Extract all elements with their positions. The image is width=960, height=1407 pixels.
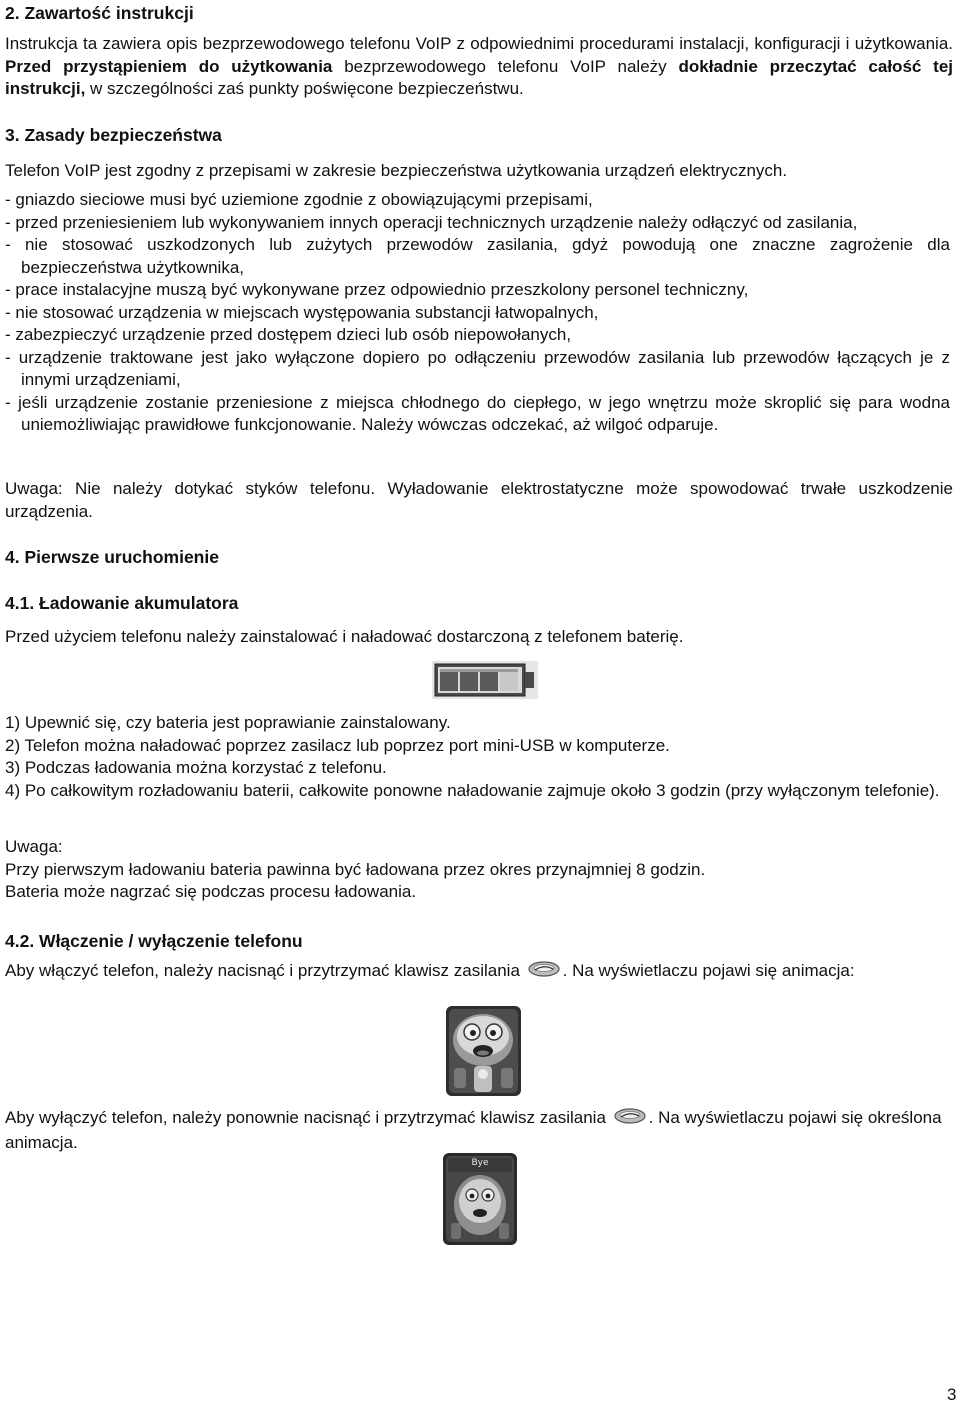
list-item: - zabezpieczyć urządzenie przed dostępem dzieci lub osób niepowołanych, <box>5 325 572 344</box>
power-on-animation-image <box>446 1006 521 1103</box>
note-line: Bateria może nagrzać się podczas procesu ładowania. <box>5 882 417 901</box>
section-4-2-title: 4.2. Włączenie / wyłączenie telefonu <box>5 931 303 951</box>
list-item: 3) Podczas ładowania można korzystać z telefonu. <box>5 758 387 777</box>
list-item: 1) Upewnić się, czy bateria jest poprawianie zainstalowany. <box>5 713 451 732</box>
section-2-body: Instrukcja ta zawiera opis bezprzewodowego telefonu VoIP z odpowiednimi procedurami instalacji, konfiguracji i użytkowania. Przed przystąpieniem do użytkowania bezprzewodowego telefonu VoIP należy dokładnie przeczytać całość tej instrukcji, w szczególności zaś punkty poświęcone bezpieczeństwu. <box>5 34 954 98</box>
power-off-instructions: Aby wyłączyć telefon, należy ponownie nacisnąć i przytrzymać klawisz zasilania . Na wyświetlaczu pojawi się określona animacja. <box>5 1108 942 1152</box>
list-item: 4) Po całkowitym rozładowaniu baterii, całkowite ponowne naładowanie zajmuje około 3 godzin (przy wyłączonym telefonie). <box>5 780 940 800</box>
list-item: - prace instalacyjne muszą być wykonywane przez odpowiednio przeszkolony personel techniczny, <box>5 280 749 299</box>
power-off-animation-image <box>443 1153 517 1245</box>
power-on-instructions: Aby włączyć telefon, należy nacisnąć i przytrzymać klawisz zasilania . Na wyświetlaczu pojawi się animacja: <box>5 960 953 985</box>
list-item: - przed przeniesieniem lub wykonywaniem innych operacji technicznych urządzenie należy odłączyć od zasilania, <box>5 212 858 232</box>
section-3-title: 3. Zasady bezpieczeństwa <box>5 125 222 145</box>
list-item: - urządzenie traktowane jest jako wyłączone dopiero po odłączeniu przewodów zasilania lub przewodów łączących je z innymi urządzeniami, <box>5 347 950 389</box>
section-4-1-title: 4.1. Ładowanie akumulatora <box>5 593 239 613</box>
list-item: 2) Telefon można naładować poprzez zasilacz lub poprzez port mini-USB w komputerze. <box>5 735 670 755</box>
charging-note <box>5 836 953 904</box>
power-key-icon <box>613 1107 647 1132</box>
list-item: - nie stosować urządzenia w miejscach występowania substancji łatwopalnych, <box>5 302 599 322</box>
section-4-title: 4. Pierwsze uruchomienie <box>5 547 219 567</box>
charging-steps <box>5 712 953 802</box>
section-3-intro: Telefon VoIP jest zgodny z przepisami w zakresie bezpieczeństwa użytkowania urządzeń elektrycznych. <box>5 161 788 180</box>
animation-screen-text: Bye <box>471 1158 489 1168</box>
battery-icon <box>432 661 538 706</box>
contacts-warning: Uwaga: Nie należy dotykać styków telefonu. Wyładowanie elektrostatyczne może spowodować trwałe uszkodzenie urządzenia. <box>5 479 953 521</box>
list-item: - gniazdo sieciowe musi być uziemione zgodnie z obowiązującymi przepisami, <box>5 190 593 209</box>
section-2-title: 2. Zawartość instrukcji <box>5 3 194 23</box>
note-line: Przy pierwszym ładowaniu bateria pawinna być ładowana przez okres przynajmniej 8 godzin. <box>5 859 706 879</box>
power-key-icon <box>527 960 561 985</box>
safety-rules-list <box>5 189 950 437</box>
section-4-1-intro: Przed użyciem telefonu należy zainstalować i naładować dostarczoną z telefonem baterię. <box>5 627 684 646</box>
list-item: - nie stosować uszkodzonych lub zużytych przewodów zasilania, gdyż powodują one znaczne zagrożenie dla bezpieczeństwa użytkownika, <box>5 235 950 277</box>
page-number: 3 <box>947 1385 957 1404</box>
note-label: Uwaga: <box>5 837 63 856</box>
list-item: - jeśli urządzenie zostanie przeniesione z miejsca chłodnego do ciepłego, w jego wnętrzu może skroplić się para wodna uniemożliwiając prawidłowe funkcjonowanie. Należy wówczas odczekać, aż wilgoć odparuje. <box>5 392 950 434</box>
